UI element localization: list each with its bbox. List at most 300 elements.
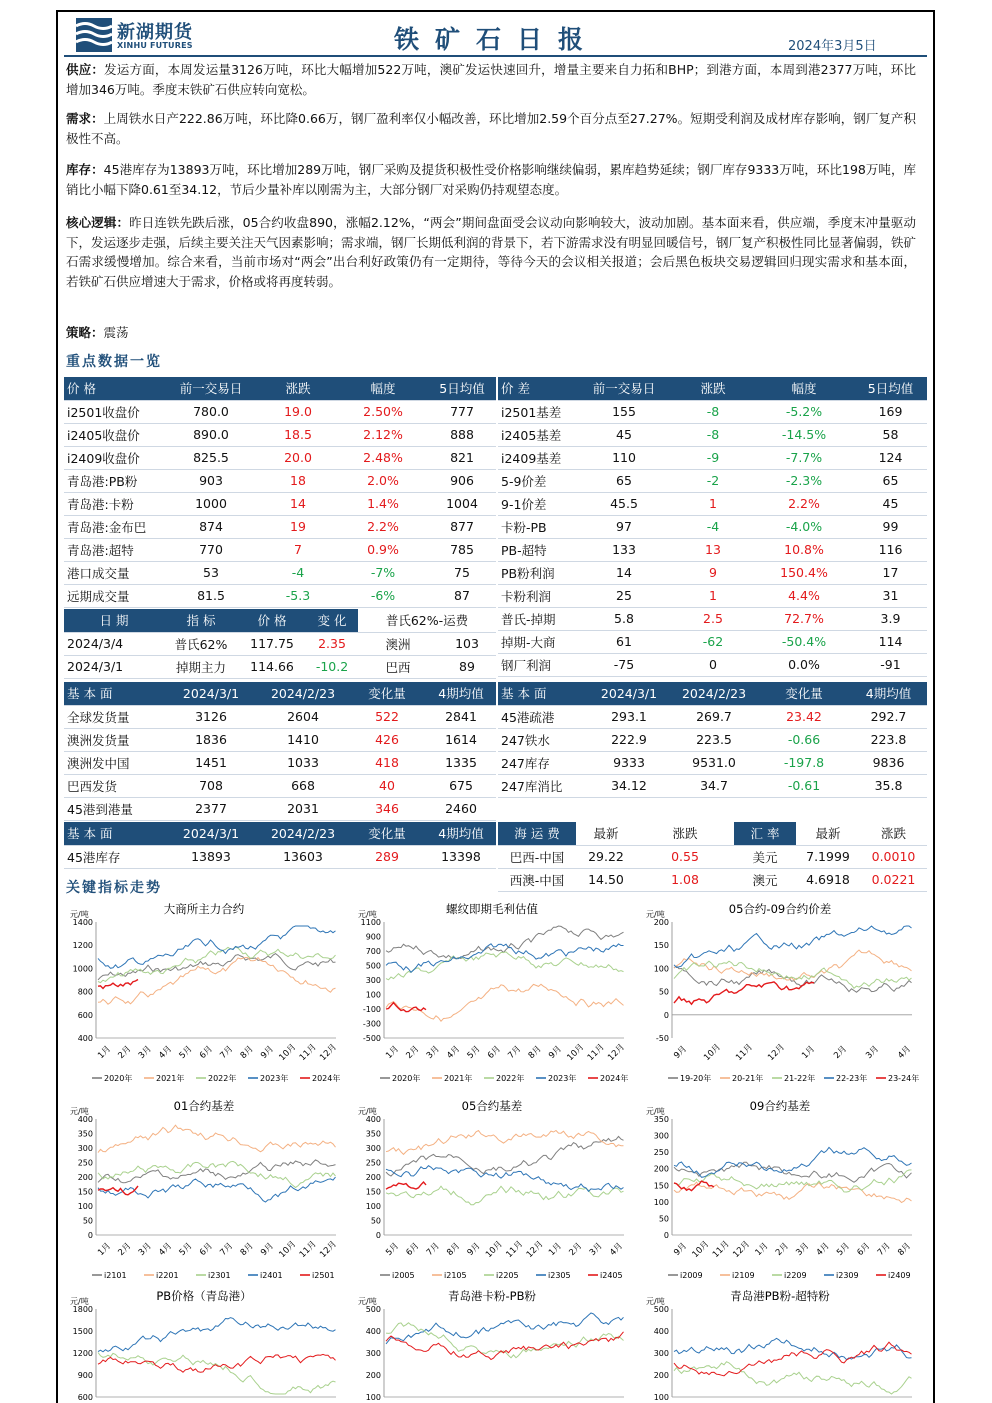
legend-label: 19-20年 [680, 1074, 712, 1083]
row-label: 掉期-大商 [501, 634, 556, 650]
column-header: 前一交易日 [576, 377, 672, 400]
column-header: 涨跌 [672, 377, 754, 400]
chart-svg [64, 900, 344, 1090]
column-header: 价 格 [64, 377, 164, 400]
table-row [498, 653, 927, 676]
column-header: 变化量 [348, 682, 426, 705]
x-tick-label: 4月 [814, 1241, 832, 1259]
x-tick-label: 5月 [384, 1241, 402, 1259]
table-cell: -6% [370, 588, 396, 603]
table-cell: 4.6918 [806, 872, 850, 887]
row-label: PB粉利润 [501, 565, 555, 581]
table-cell: 222.9 [611, 732, 647, 747]
legend-label: i2301 [208, 1271, 231, 1280]
table-cell: 1836 [195, 732, 227, 747]
wave-logo-icon [76, 18, 112, 52]
y-tick-label: 300 [365, 976, 381, 985]
table-row [64, 728, 496, 751]
table-row [498, 446, 927, 469]
x-tick-label: 9月 [547, 1044, 564, 1062]
legend-label: i2101 [104, 1271, 127, 1280]
y-tick-label: -500 [362, 1034, 381, 1043]
x-tick-label: 10月 [702, 1042, 723, 1063]
table-cell: -75 [613, 657, 635, 672]
table-row [64, 492, 496, 515]
table-cell: 13398 [441, 849, 481, 864]
row-label: 远期成交量 [67, 588, 130, 604]
table-cell: 668 [291, 778, 315, 793]
row-label: i2501收盘价 [67, 404, 140, 420]
row-label: 青岛港:金布巴 [67, 519, 147, 535]
chart-title: 青岛港PB粉-超特粉 [730, 1289, 830, 1303]
table-cell: 2.48% [363, 450, 403, 465]
column-header: 2024/2/23 [258, 682, 348, 705]
y-tick-label: 100 [653, 1197, 669, 1207]
series-line [674, 961, 912, 988]
y-tick-label: 0 [375, 1231, 381, 1240]
table-cell: 97 [616, 519, 632, 534]
legend-label: i2409 [888, 1271, 911, 1280]
table-cell: 1614 [445, 732, 477, 747]
table-cell: 346 [375, 801, 399, 816]
table-cell: -14.5% [781, 427, 827, 442]
table-cell: 45 [882, 496, 899, 511]
series-line [674, 982, 814, 1004]
y-tick-label: 300 [653, 1131, 669, 1141]
trend-chart [64, 1287, 344, 1403]
row-label: 2024/3/1 [67, 659, 124, 674]
table-cell: 2.0% [367, 473, 399, 488]
legend-label: 2022年 [208, 1074, 237, 1083]
x-tick-label: 1月 [800, 1044, 818, 1062]
column-header: 指 标 [164, 609, 238, 632]
table-cell: 2377 [195, 801, 227, 816]
trend-chart [64, 1097, 344, 1287]
trend-chart [640, 900, 920, 1090]
table-cell: 223.8 [870, 732, 907, 747]
y-tick-label: 100 [365, 990, 381, 1000]
table-row [498, 492, 927, 515]
chart-svg [640, 900, 920, 1090]
x-tick-label: 2月 [773, 1241, 791, 1259]
y-tick-label: 200 [365, 1173, 381, 1182]
column-header: 价 差 [498, 377, 576, 400]
table-row [64, 515, 496, 538]
series-line [386, 984, 624, 1021]
chart-title: 05合约基差 [461, 1099, 523, 1113]
table-cell: 81.5 [197, 588, 225, 603]
table-cell: 40 [379, 778, 395, 793]
trend-chart [640, 1287, 920, 1403]
strategy-text: 震荡 [103, 325, 129, 340]
table-cell: 13603 [283, 849, 323, 864]
y-tick-label: 900 [365, 932, 381, 942]
fundamentals-right-table [498, 682, 927, 798]
table-cell: 4.4% [788, 588, 820, 603]
table-cell: 34.7 [700, 778, 728, 793]
x-tick-label: 7月 [875, 1241, 893, 1259]
table-cell: 903 [199, 473, 223, 488]
column-header: 基 本 面 [64, 822, 164, 845]
y-tick-label: 0 [663, 1010, 669, 1020]
table-cell: 澳洲 [385, 636, 411, 652]
table-cell: 169 [878, 404, 903, 419]
y-tick-label: 250 [77, 1158, 93, 1168]
table-cell: 75 [454, 565, 470, 580]
table-cell: 18 [290, 473, 306, 488]
column-header: 5日均值 [854, 377, 927, 400]
y-tick-label: 800 [77, 987, 93, 997]
table-cell: 29.22 [588, 849, 624, 864]
table-cell: 269.7 [696, 709, 732, 724]
y-tick-label: 50 [370, 1216, 381, 1226]
table-row [64, 469, 496, 492]
y-tick-label: 0 [87, 1231, 93, 1240]
table-cell: 25 [616, 588, 632, 603]
legend-label: 23-24年 [888, 1074, 920, 1083]
series-line [98, 1177, 336, 1202]
table-cell: 53 [203, 565, 219, 580]
table-cell: 117.75 [250, 636, 294, 651]
table-cell: 2031 [287, 801, 319, 816]
table-cell: 0 [709, 657, 717, 672]
legend-label: 2023年 [548, 1074, 577, 1083]
table-cell: 888 [450, 427, 474, 442]
logo-chinese-name: 新湖期货 [117, 22, 193, 43]
trend-chart [352, 900, 632, 1090]
trend-chart [352, 1097, 632, 1287]
inventory-text: 45港库存为13893万吨，环比增加289万吨，钢厂采购及提货积极性受价格影响继续偏弱，累库趋势延续；钢厂库存9333万吨，环比198万吨，库销比小幅下降0.61至34.12，节后少量补库以刚需为主，大部分钢厂对采购仍持观望态度。 [66, 162, 916, 197]
row-label: 2024/3/4 [67, 636, 124, 651]
series-line [386, 1323, 624, 1358]
x-tick-label: 11月 [585, 1042, 607, 1063]
x-tick-label: 8月 [526, 1044, 544, 1062]
legend-label: i2105 [444, 1271, 467, 1280]
table-cell: 2.12% [363, 427, 403, 442]
y-tick-label: 350 [365, 1129, 381, 1139]
table-cell: 155 [612, 404, 636, 419]
x-tick-label: 4月 [896, 1044, 914, 1062]
column-header: 2024/3/1 [588, 682, 670, 705]
table-cell: -7% [370, 565, 396, 580]
table-cell: 5.8 [614, 611, 634, 626]
x-tick-label: 12月 [731, 1239, 753, 1260]
table-cell: 0.0% [788, 657, 820, 672]
row-label: 美元 [752, 849, 778, 865]
table-cell: 1004 [446, 496, 478, 511]
table-cell: 1.08 [671, 872, 699, 887]
x-tick-label: 4月 [157, 1044, 175, 1062]
table-cell: -8 [706, 427, 720, 442]
logo-english-name: XINHU FUTURES [117, 41, 193, 50]
x-tick-label: 2月 [567, 1241, 585, 1259]
table-row [498, 607, 927, 630]
series-line [674, 1181, 714, 1191]
x-tick-label: 7月 [218, 1241, 236, 1259]
x-tick-label: 2月 [116, 1044, 134, 1062]
table-cell: 19.0 [284, 404, 312, 419]
table-cell: 2.2% [367, 519, 399, 534]
table-cell: 14 [616, 565, 632, 580]
table-row [64, 446, 496, 469]
table-cell: -7.7% [785, 450, 823, 465]
x-tick-label: 3月 [794, 1241, 812, 1259]
demand-paragraph [66, 109, 916, 148]
chart-svg [352, 1097, 632, 1287]
demand-label: 需求： [66, 111, 104, 126]
table-cell: 293.1 [611, 709, 647, 724]
y-tick-label: -300 [362, 1019, 381, 1029]
price-table [64, 377, 496, 608]
chart-unit: 元/吨 [358, 1297, 377, 1306]
x-tick-label: 6月 [197, 1044, 215, 1062]
table-cell: 1033 [287, 755, 319, 770]
table-cell: 223.5 [696, 732, 732, 747]
y-tick-label: 1100 [360, 918, 381, 927]
x-tick-label: 1月 [384, 1044, 402, 1062]
x-tick-label: 1月 [753, 1241, 771, 1259]
series-line [386, 1182, 426, 1189]
row-label: 247库消比 [501, 778, 563, 794]
legend-label: 2020年 [392, 1074, 421, 1083]
report-date: 2024年3月5日 [788, 39, 877, 54]
row-label: 卡粉-PB [501, 519, 547, 535]
x-tick-label: 6月 [855, 1241, 873, 1259]
row-label: i2405收盘价 [67, 427, 140, 443]
table-cell: 3.9 [880, 611, 901, 626]
x-tick-label: 5月 [177, 1241, 195, 1259]
legend-label: i2201 [156, 1271, 179, 1280]
table-cell: 1 [709, 496, 717, 511]
table-cell: -4 [291, 565, 305, 580]
index-table [64, 609, 496, 679]
table-header-row [64, 682, 496, 705]
legend-label: 2022年 [496, 1074, 525, 1083]
x-tick-label: 9月 [672, 1044, 690, 1062]
table-row [498, 515, 927, 538]
series-line [386, 1332, 624, 1360]
table-cell: 1.4% [367, 496, 399, 511]
y-tick-label: 50 [658, 1214, 669, 1224]
y-tick-label: 300 [365, 1349, 381, 1358]
x-tick-label: 5月 [177, 1044, 195, 1062]
y-tick-label: 50 [658, 987, 669, 997]
table-cell: 9 [709, 565, 717, 580]
series-line [386, 1186, 624, 1205]
y-tick-label: 150 [653, 1181, 669, 1191]
y-tick-label: 100 [653, 1393, 669, 1402]
y-tick-label: 1200 [72, 1349, 93, 1358]
table-cell: 877 [450, 519, 474, 534]
table-cell: 巴西 [385, 659, 411, 675]
table-cell: 20.0 [284, 450, 312, 465]
legend-label: i2501 [312, 1271, 335, 1280]
y-tick-label: 700 [365, 947, 381, 956]
table-cell: 2.50% [363, 404, 403, 419]
row-label: 45港库存 [67, 849, 121, 865]
table-cell: 1335 [445, 755, 477, 770]
key-charts-title: 关键指标走势 [66, 880, 162, 896]
table-cell: 掉期主力 [175, 659, 226, 675]
row-label: 港口成交量 [67, 565, 130, 581]
trend-chart [640, 1097, 920, 1287]
row-label: 9-1价差 [501, 496, 547, 512]
y-tick-label: 500 [365, 1305, 381, 1314]
y-tick-label: -50 [655, 1034, 669, 1043]
table-cell: 825.5 [193, 450, 229, 465]
y-tick-label: 400 [77, 1115, 93, 1124]
x-tick-label: 7月 [218, 1044, 236, 1062]
series-line [674, 1147, 912, 1177]
column-header: 4期均值 [426, 822, 496, 845]
y-tick-label: 400 [365, 1327, 381, 1336]
table-cell: -197.8 [783, 755, 825, 770]
table-cell: 1410 [287, 732, 319, 747]
chart-unit: 元/吨 [70, 910, 89, 919]
column-header: 幅度 [754, 377, 854, 400]
chart-title: PB价格（青岛港） [156, 1289, 252, 1303]
demand-text: 上周铁水日产222.86万吨，环比降0.66万，钢厂盈利率仅小幅改善，环比增加2.59个百分点至27.27%。短期受利润及成材库存影响，钢厂复产积极性不高。 [66, 111, 916, 146]
row-label: 青岛港:卡粉 [67, 496, 134, 512]
x-tick-label: 3月 [864, 1044, 882, 1062]
table-cell: 35.8 [874, 778, 903, 793]
report-title: 铁矿石日报 [394, 25, 600, 54]
table-header-row [64, 822, 496, 845]
y-tick-label: 1500 [72, 1327, 93, 1336]
x-tick-label: 11月 [297, 1239, 319, 1260]
table-cell: 9531.0 [692, 755, 736, 770]
table-cell: 9333 [613, 755, 645, 770]
x-tick-label: 6月 [404, 1241, 422, 1259]
chart-title: 05合约-09合约价差 [728, 902, 832, 916]
series-line [674, 1342, 912, 1376]
x-tick-label: 11月 [710, 1239, 732, 1260]
table-cell: 45.5 [610, 496, 638, 511]
series-line [386, 1166, 624, 1192]
chart-svg [64, 1097, 344, 1287]
table-cell: 45 [616, 427, 632, 442]
series-line [674, 1182, 912, 1202]
table-cell: 65 [616, 473, 632, 488]
x-tick-label: 9月 [672, 1241, 690, 1259]
table-cell: 19 [290, 519, 306, 534]
series-line [674, 1338, 912, 1359]
y-tick-label: 600 [77, 1010, 93, 1020]
column-header: 最新 [576, 822, 636, 845]
column-header: 普氏62%-运费 [358, 609, 496, 632]
freight-fx-table [498, 822, 927, 892]
table-cell: 1 [709, 588, 717, 603]
y-tick-label: 900 [77, 1371, 93, 1380]
y-tick-label: 1800 [72, 1305, 93, 1314]
logic-paragraph [66, 213, 916, 291]
column-header: 变化量 [758, 682, 850, 705]
legend-label: i2205 [496, 1271, 519, 1280]
column-header: 前一交易日 [164, 377, 258, 400]
column-header: 变 化 [306, 609, 358, 632]
chart-unit: 元/吨 [646, 1297, 665, 1306]
legend-label: i2009 [680, 1271, 703, 1280]
series-line [674, 950, 912, 980]
trend-chart [64, 900, 344, 1090]
chart-title: 大商所主力合约 [163, 902, 245, 916]
table-cell: 1451 [195, 755, 227, 770]
row-label: 青岛港:PB粉 [67, 473, 138, 489]
table-row [64, 584, 496, 607]
table-cell: 289 [375, 849, 399, 864]
table-row [64, 705, 496, 728]
table-row [64, 655, 496, 678]
chart-title: 09合约基差 [749, 1099, 811, 1113]
y-tick-label: 300 [77, 1144, 93, 1153]
y-tick-label: 100 [365, 1393, 381, 1402]
table-cell: 777 [450, 404, 474, 419]
company-logo [76, 16, 216, 56]
legend-label: 2023年 [260, 1074, 289, 1083]
x-tick-label: 12月 [524, 1239, 546, 1260]
x-tick-label: 10月 [277, 1239, 299, 1260]
chart-title: 青岛港卡粉-PB粉 [448, 1289, 536, 1303]
table-cell: 110 [612, 450, 636, 465]
table-cell: 9836 [872, 755, 905, 770]
key-data-title: 重点数据一览 [66, 354, 162, 370]
table-row [64, 632, 496, 655]
table-row [498, 538, 927, 561]
table-cell: 292.7 [870, 709, 907, 724]
table-row [498, 630, 927, 653]
chart-title: 螺纹即期毛利估值 [446, 902, 538, 916]
supply-text: 发运方面，本周发运量3126万吨，环比大幅增加522万吨，澳矿发运快速回升，增量主要来自力拓和BHP；到港方面，本周到港2377万吨，环比增加346万吨。季度末铁矿石供应转向宽松。 [66, 62, 916, 97]
table-cell: 821 [450, 450, 474, 465]
row-label: PB-超特 [501, 542, 547, 558]
table-cell: 0.9% [367, 542, 399, 557]
chart-unit: 元/吨 [358, 910, 377, 919]
x-tick-label: 12月 [766, 1042, 787, 1063]
column-header: 2024/3/1 [164, 682, 258, 705]
series-line [98, 1354, 336, 1372]
legend-label: 2024年 [312, 1074, 341, 1083]
table-cell: 3126 [195, 709, 227, 724]
table-row [498, 751, 927, 774]
table-cell: -5.2% [785, 404, 823, 419]
row-label: i2409基差 [501, 450, 562, 466]
series-line [386, 1313, 624, 1344]
x-tick-label: 3月 [424, 1044, 442, 1062]
x-tick-label: 4月 [608, 1241, 626, 1259]
legend-label: 20-21年 [732, 1074, 764, 1083]
table-row [498, 469, 927, 492]
table-cell: 31 [882, 588, 899, 603]
y-tick-label: -100 [362, 1005, 381, 1014]
table-cell: -91 [880, 657, 901, 672]
column-header: 汇 率 [734, 822, 796, 845]
row-label: 247库存 [501, 755, 550, 771]
table-cell: 114 [878, 634, 903, 649]
table-cell: 65 [882, 473, 899, 488]
x-tick-label: 4月 [445, 1044, 463, 1062]
y-tick-label: 200 [77, 1173, 93, 1182]
y-tick-label: 500 [653, 1305, 669, 1314]
x-tick-label: 12月 [606, 1042, 627, 1063]
table-cell: -10.2 [315, 659, 349, 674]
x-tick-label: 2月 [832, 1044, 850, 1062]
table-cell: 116 [878, 542, 903, 557]
x-tick-label: 11月 [734, 1042, 755, 1063]
table-header-row [64, 609, 496, 632]
table-cell: 785 [450, 542, 474, 557]
table-row [498, 728, 927, 751]
y-tick-label: 250 [653, 1148, 669, 1158]
